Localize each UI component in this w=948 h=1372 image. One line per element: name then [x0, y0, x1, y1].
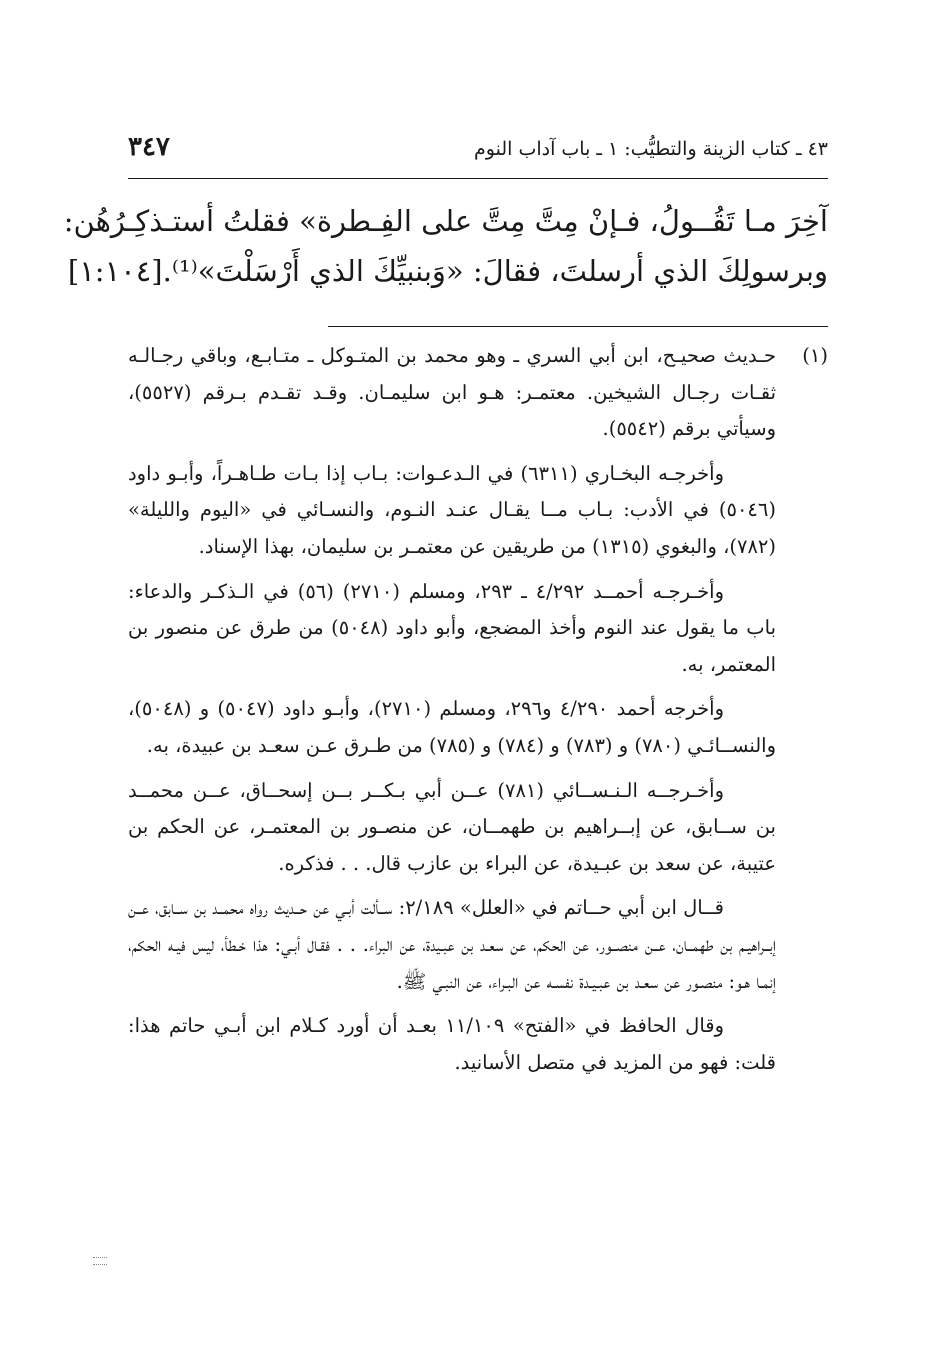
main-text-line: آخِرَ مـا تَقُــولُ، فـإنْ مِتَّ مِتَّ على الفِـطرة» فقلتُ أستـذكِـرُهُن:	[63, 204, 828, 238]
footnote-paragraph: وأخرجـه البخـاري (٦٣١١) في الـدعـوات: بـاب إذا بـات طـاهـراً، وأبـو داود (٥٠٤٦) في الأدب: بـاب مــا يقـال عنـد النـوم، والنسـائي في «اليوم والليلة» (٧٨٢)، والبغوي (١٣١٥) من طريقين عن معتمـر بن سليمان، بهذا الإسناد.	[128, 461, 776, 558]
footnote-text: حـديث صحيـح، ابن أبي السري ـ وهو محمد بن المتـوكل ـ متـابـع، وباقي رجـالـه ثقـات رجـال الشيخين. معتمـر: هـو ابن سليمـان. وقـد تقـدم بـرقم (٥٥٢٧)، وسيأتي برقم (٥٥٤٢).	[128, 344, 776, 441]
page-number: ٣٤٧	[128, 132, 170, 162]
header-rule	[128, 178, 828, 179]
scan-edge-mark	[93, 1257, 107, 1265]
footnote-separator	[328, 326, 828, 327]
footnote-paragraph: قــال ابن أبي حــاتم في «العلل» ٢/١٨٩: ســألت أبـي عن حــديث رواه محمــد بن ســابق، عــن إبــراهيـم بن طهمــان، عــن منصــور، عن الحكم، عن سعـد بن عبـيدة، عن البراء. . . فقـال أبـي: هذا خـطأ، ليس فيـه الحكم، إنمـا هـو: منصـور عن سعـد بن عبـيـدة نفسـه عن البـراء، عن النبـي ﷺ.	[128, 896, 776, 993]
footnotes	[128, 338, 828, 1089]
footnote-paragraph: وأخـرجــه الـنـســائي (٧٨١) عــن أبي بـكــر بــن إسحــاق، عــن محمــد بن ســابق، عن إبــراهيم بن طهمــان، عن منصـور بن المعتمـر، عن الحكم بن عتيبة، عن سعد بن عبـيدة، عن البراء بن عازب قال. . . فذكره.	[128, 778, 776, 875]
footnote-marker: (١)	[802, 344, 828, 367]
footnote-paragraph	[128, 338, 828, 448]
footnote-paragraph: وأخرجه أحمد ٤/٢٩٠ و٢٩٦، ومسلم (٢٧١٠)، وأبـو داود (٥٠٤٧) و (٥٠٤٨)، والنســائـي (٧٨٠) و (٧٨٣) و (٧٨٤) و (٧٨٥) من طـرق عـن سعـد بن عبيدة، به.	[128, 697, 776, 757]
footnote-paragraph: وأخـرجـه أحمــد ٤/٢٩٢ ـ ٢٩٣، ومسلم (٢٧١٠) (٥٦) في الـذكـر والدعاء: باب ما يقول عند النوم وأخذ المضجع، وأبو داود (٥٠٤٨) من طرق عن منصور بن المعتمر، به.	[128, 579, 776, 676]
running-title: ٤٣ ـ كتاب الزينة والتطيُّب: ١ ـ باب آداب النوم	[474, 138, 828, 160]
footnote-paragraph: وقال الحافظ في «الفتح» ١١/١٠٩ بعـد أن أورد كـلام ابن أبـي حاتم هذا: قلت: فهو من المزيد في متصل الأسانيد.	[128, 1014, 776, 1074]
page-header	[128, 130, 828, 174]
main-text-line: وبرسولِكَ الذي أرسلتَ، فقالَ: «وَبنبيِّكَ الذي أَرْسَلْتَ»⁽¹⁾.[١:١٠٤]	[67, 254, 828, 288]
main-text	[63, 196, 828, 296]
